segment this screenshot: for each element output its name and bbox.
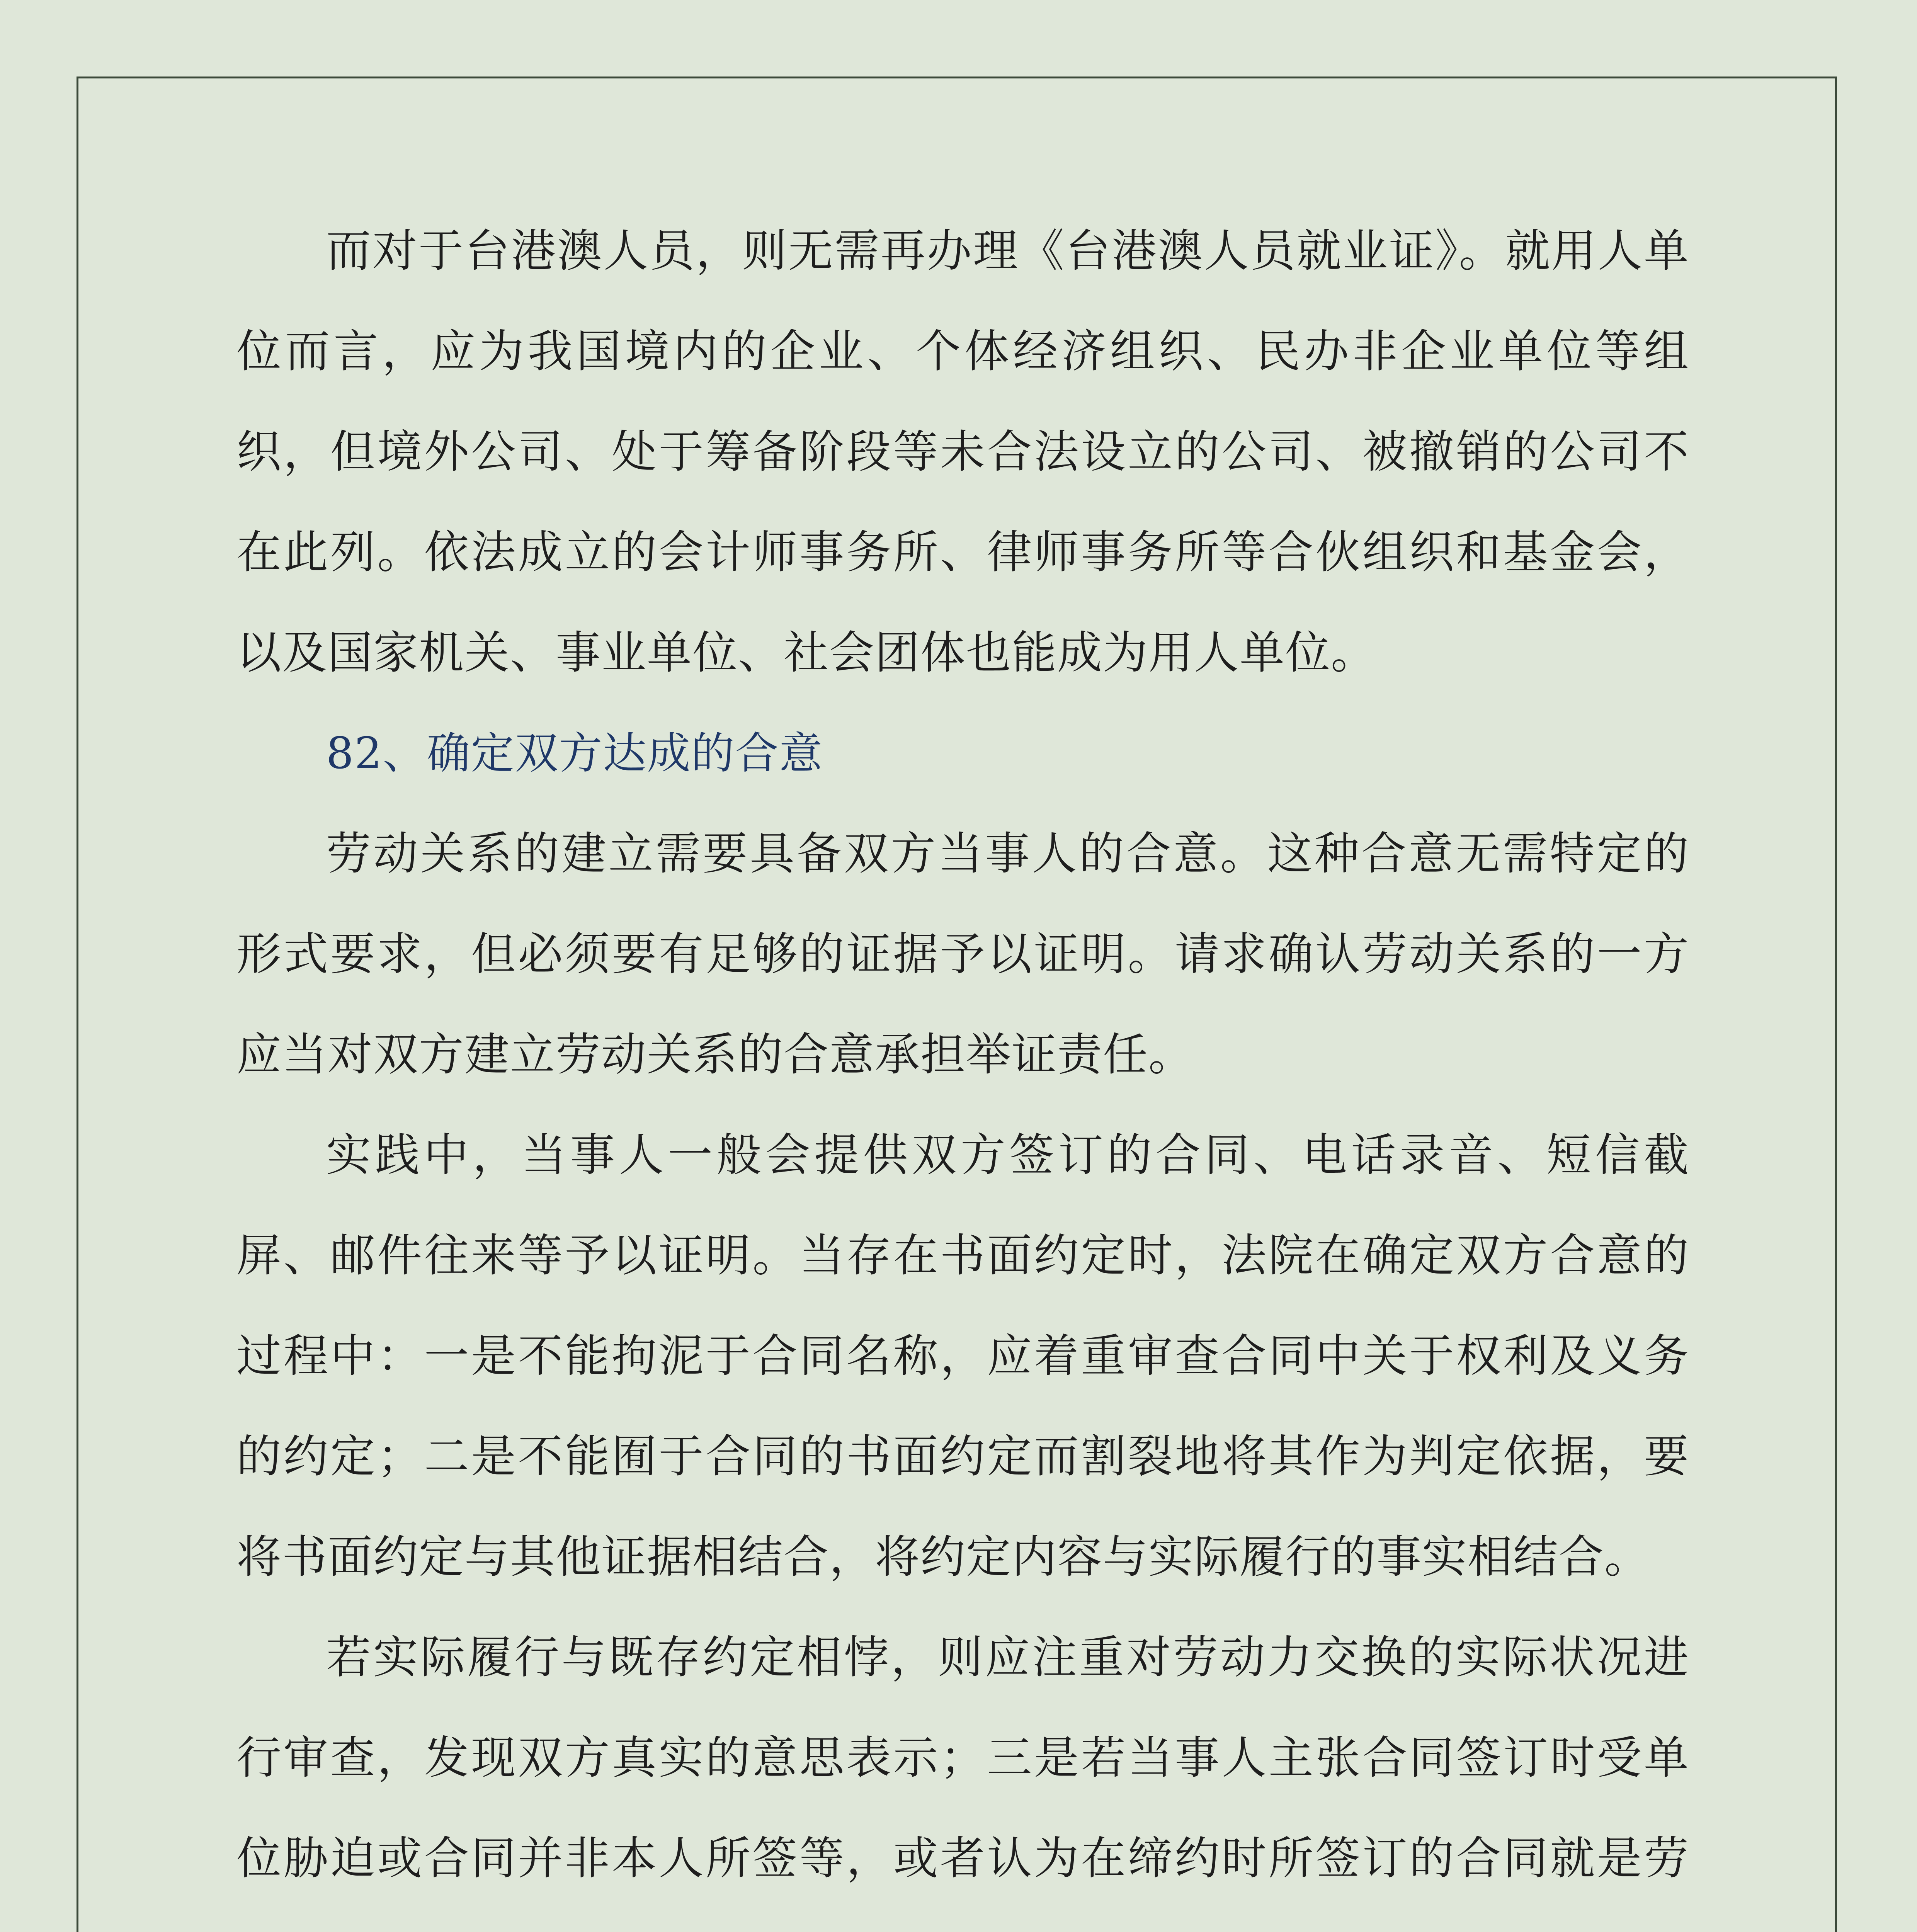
paragraph-3: 实践中，当事人一般会提供双方签订的合同、电话录音、短信截屏、邮件往来等予以证明。当存在书面约定时，法院在确定双方合意的过程中：一是不能拘泥于合同名称，应着重审查合同中关于权利及义务的约定；二是不能囿于合同的书面约定而割裂地将其作为判定依据，要将书面约定与其他证据相结合，将约定内容与实际履行的事实相结合。 [236, 1129, 1689, 1583]
paragraph-4: 若实际履行与既存约定相悖，则应注重对劳动力交换的实际状况进行审查，发现双方真实的意思表示；三是若当事人主张合同签订时受单位胁迫或合同并非本人所签等，或者认为在缔约时所签订的合同就是劳 [236, 1631, 1689, 1884]
section-heading: 82、确定双方达成的合意 [326, 728, 823, 779]
paragraph-2: 劳动关系的建立需要具备双方当事人的合意。这种合意无需特定的形式要求，但必须要有足够的证据予以证明。请求确认劳动关系的一方应当对双方建立劳动关系的合意承担举证责任。 [236, 828, 1689, 1081]
document-body [236, 201, 1689, 1932]
paragraph-1: 而对于台港澳人员，则无需再办理《台港澳人员就业证》。就用人单位而言，应为我国境内的企业、个体经济组织、民办非企业单位等组织，但境外公司、处于筹备阶段等未合法设立的公司、被撤销的公司不在此列。依法成立的会计师事务所、律师事务所等合伙组织和基金会，以及国家机关、事业单位、社会团体也能成为用人单位。 [236, 225, 1689, 679]
